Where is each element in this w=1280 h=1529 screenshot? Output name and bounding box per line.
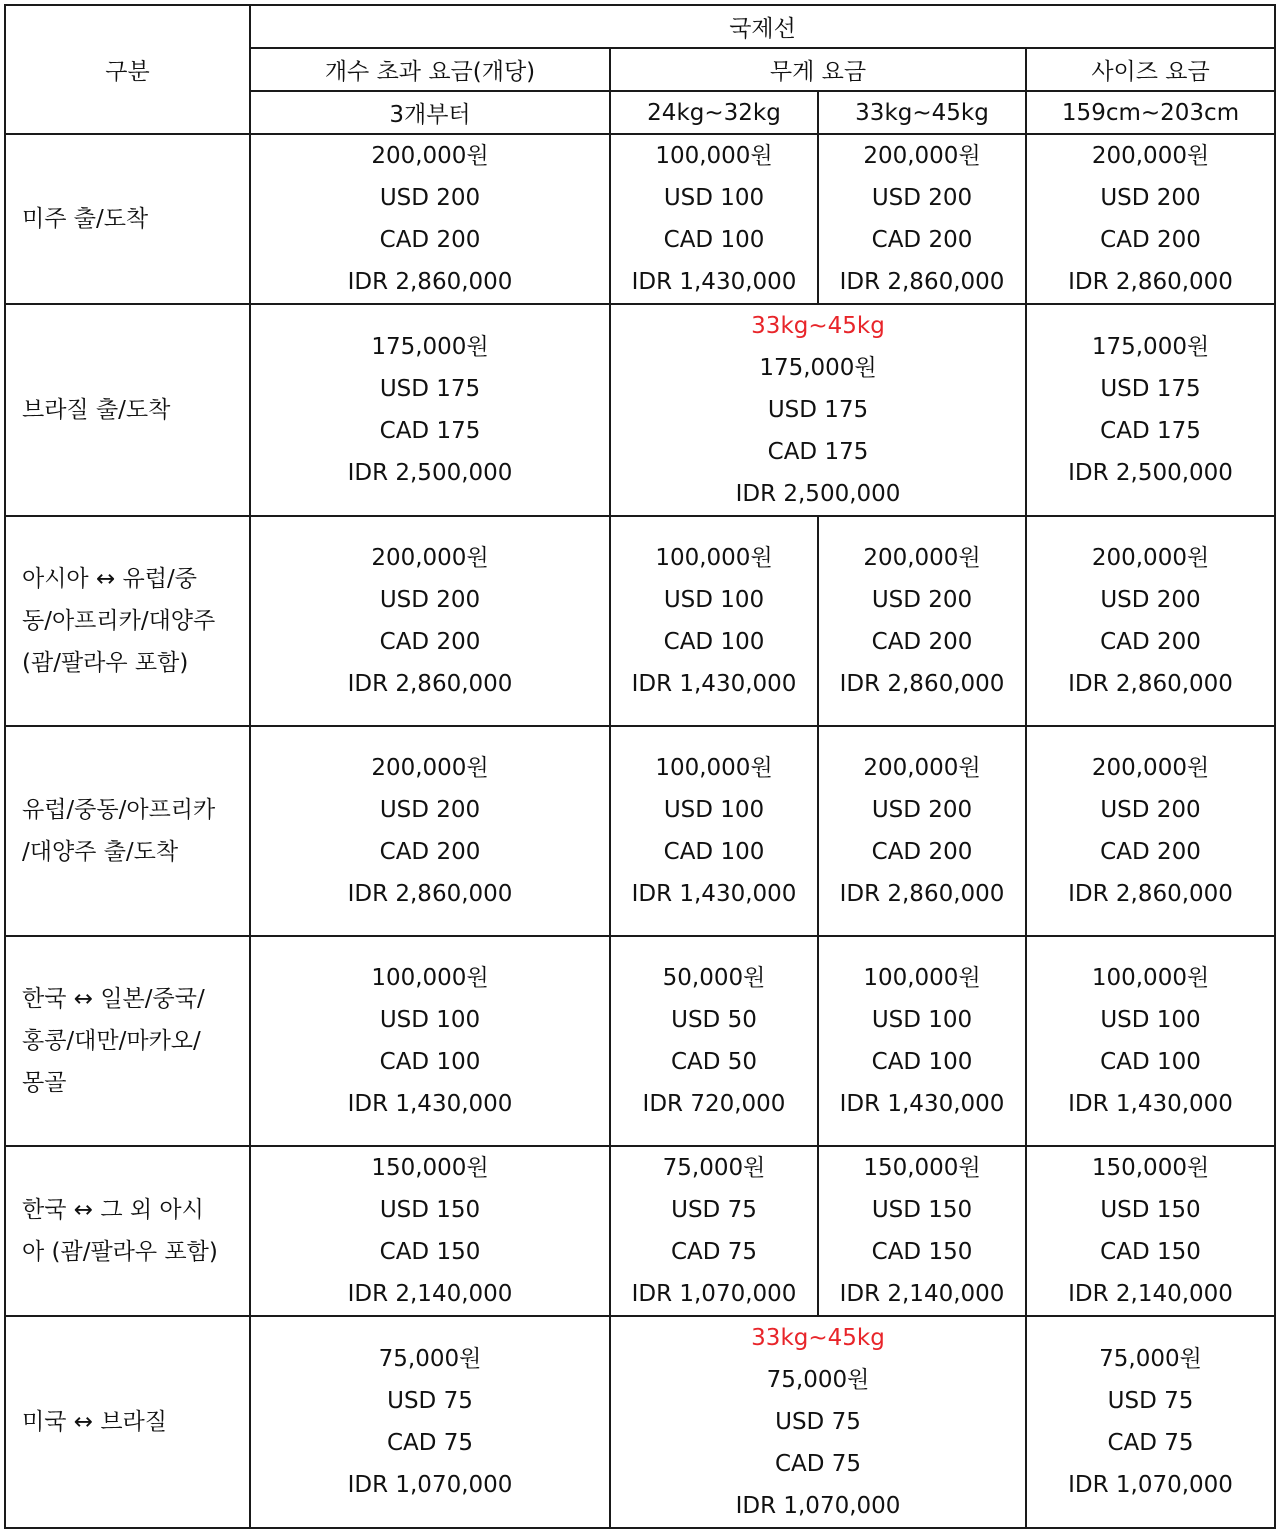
route-label: 아시아 ↔ 유럽/중 동/아프리카/대양주 (괌/팔라우 포함) (5, 516, 250, 726)
weight-fee-24-32-cell: 100,000원 USD 100 CAD 100 IDR 1,430,000 (610, 134, 818, 304)
table-row (5, 726, 1275, 936)
weight-fee-cell: 33kg~45kg 75,000원 USD 75 CAD 75 IDR 1,070,000 (610, 1316, 1026, 1528)
baggage-fee-table (4, 4, 1276, 1529)
weight-fee-33-45-cell: 200,000원 USD 200 CAD 200 IDR 2,860,000 (818, 726, 1026, 936)
table-row (5, 516, 1275, 726)
weight-fee-33-45-cell: 150,000원 USD 150 CAD 150 IDR 2,140,000 (818, 1146, 1026, 1316)
table-row (5, 1316, 1275, 1528)
weight-fee-24-32-cell: 50,000원 USD 50 CAD 50 IDR 720,000 (610, 936, 818, 1146)
route-label: 한국 ↔ 그 외 아시 아 (괌/팔라우 포함) (5, 1146, 250, 1316)
weight-fee-24-32-cell: 100,000원 USD 100 CAD 100 IDR 1,430,000 (610, 726, 818, 936)
count-fee-cell: 100,000원 USD 100 CAD 100 IDR 1,430,000 (250, 936, 610, 1146)
size-fee-header: 사이즈 요금 (1026, 48, 1275, 91)
table-row (5, 134, 1275, 304)
weight-fee-cell: 33kg~45kg 175,000원 USD 175 CAD 175 IDR 2,500,000 (610, 304, 1026, 516)
size-fee-cell: 200,000원 USD 200 CAD 200 IDR 2,860,000 (1026, 134, 1275, 304)
count-fee-cell: 200,000원 USD 200 CAD 200 IDR 2,860,000 (250, 516, 610, 726)
weight-note: 33kg~45kg (751, 1325, 885, 1351)
count-fee-header: 개수 초과 요금(개당) (250, 48, 610, 91)
size-fee-cell: 175,000원 USD 175 CAD 175 IDR 2,500,000 (1026, 304, 1275, 516)
weight-fee-33-45-cell: 200,000원 USD 200 CAD 200 IDR 2,860,000 (818, 134, 1026, 304)
weight-fee-33-45-cell: 100,000원 USD 100 CAD 100 IDR 1,430,000 (818, 936, 1026, 1146)
weight-note: 33kg~45kg (751, 313, 885, 339)
size-fee-cell: 150,000원 USD 150 CAD 150 IDR 2,140,000 (1026, 1146, 1275, 1316)
size-range-subheader: 159cm~203cm (1026, 91, 1275, 134)
count-fee-cell: 75,000원 USD 75 CAD 75 IDR 1,070,000 (250, 1316, 610, 1528)
route-label: 한국 ↔ 일본/중국/ 홍콩/대만/마카오/ 몽골 (5, 936, 250, 1146)
count-fee-cell: 150,000원 USD 150 CAD 150 IDR 2,140,000 (250, 1146, 610, 1316)
category-header: 구분 (5, 5, 250, 134)
table-row (5, 304, 1275, 516)
table-row (5, 936, 1275, 1146)
route-label: 브라질 출/도착 (5, 304, 250, 516)
weight-range-1-subheader: 24kg~32kg (610, 91, 818, 134)
international-header: 국제선 (250, 5, 1275, 48)
weight-fee-24-32-cell: 100,000원 USD 100 CAD 100 IDR 1,430,000 (610, 516, 818, 726)
count-from-subheader: 3개부터 (250, 91, 610, 134)
count-fee-cell: 200,000원 USD 200 CAD 200 IDR 2,860,000 (250, 134, 610, 304)
weight-fee-header: 무게 요금 (610, 48, 1026, 91)
size-fee-cell: 75,000원 USD 75 CAD 75 IDR 1,070,000 (1026, 1316, 1275, 1528)
route-label: 미주 출/도착 (5, 134, 250, 304)
size-fee-cell: 100,000원 USD 100 CAD 100 IDR 1,430,000 (1026, 936, 1275, 1146)
size-fee-cell: 200,000원 USD 200 CAD 200 IDR 2,860,000 (1026, 726, 1275, 936)
weight-fee-33-45-cell: 200,000원 USD 200 CAD 200 IDR 2,860,000 (818, 516, 1026, 726)
table-row (5, 1146, 1275, 1316)
count-fee-cell: 200,000원 USD 200 CAD 200 IDR 2,860,000 (250, 726, 610, 936)
weight-fee-24-32-cell: 75,000원 USD 75 CAD 75 IDR 1,070,000 (610, 1146, 818, 1316)
size-fee-cell: 200,000원 USD 200 CAD 200 IDR 2,860,000 (1026, 516, 1275, 726)
route-label: 유럽/중동/아프리카 /대양주 출/도착 (5, 726, 250, 936)
count-fee-cell: 175,000원 USD 175 CAD 175 IDR 2,500,000 (250, 304, 610, 516)
route-label: 미국 ↔ 브라질 (5, 1316, 250, 1528)
weight-range-2-subheader: 33kg~45kg (818, 91, 1026, 134)
